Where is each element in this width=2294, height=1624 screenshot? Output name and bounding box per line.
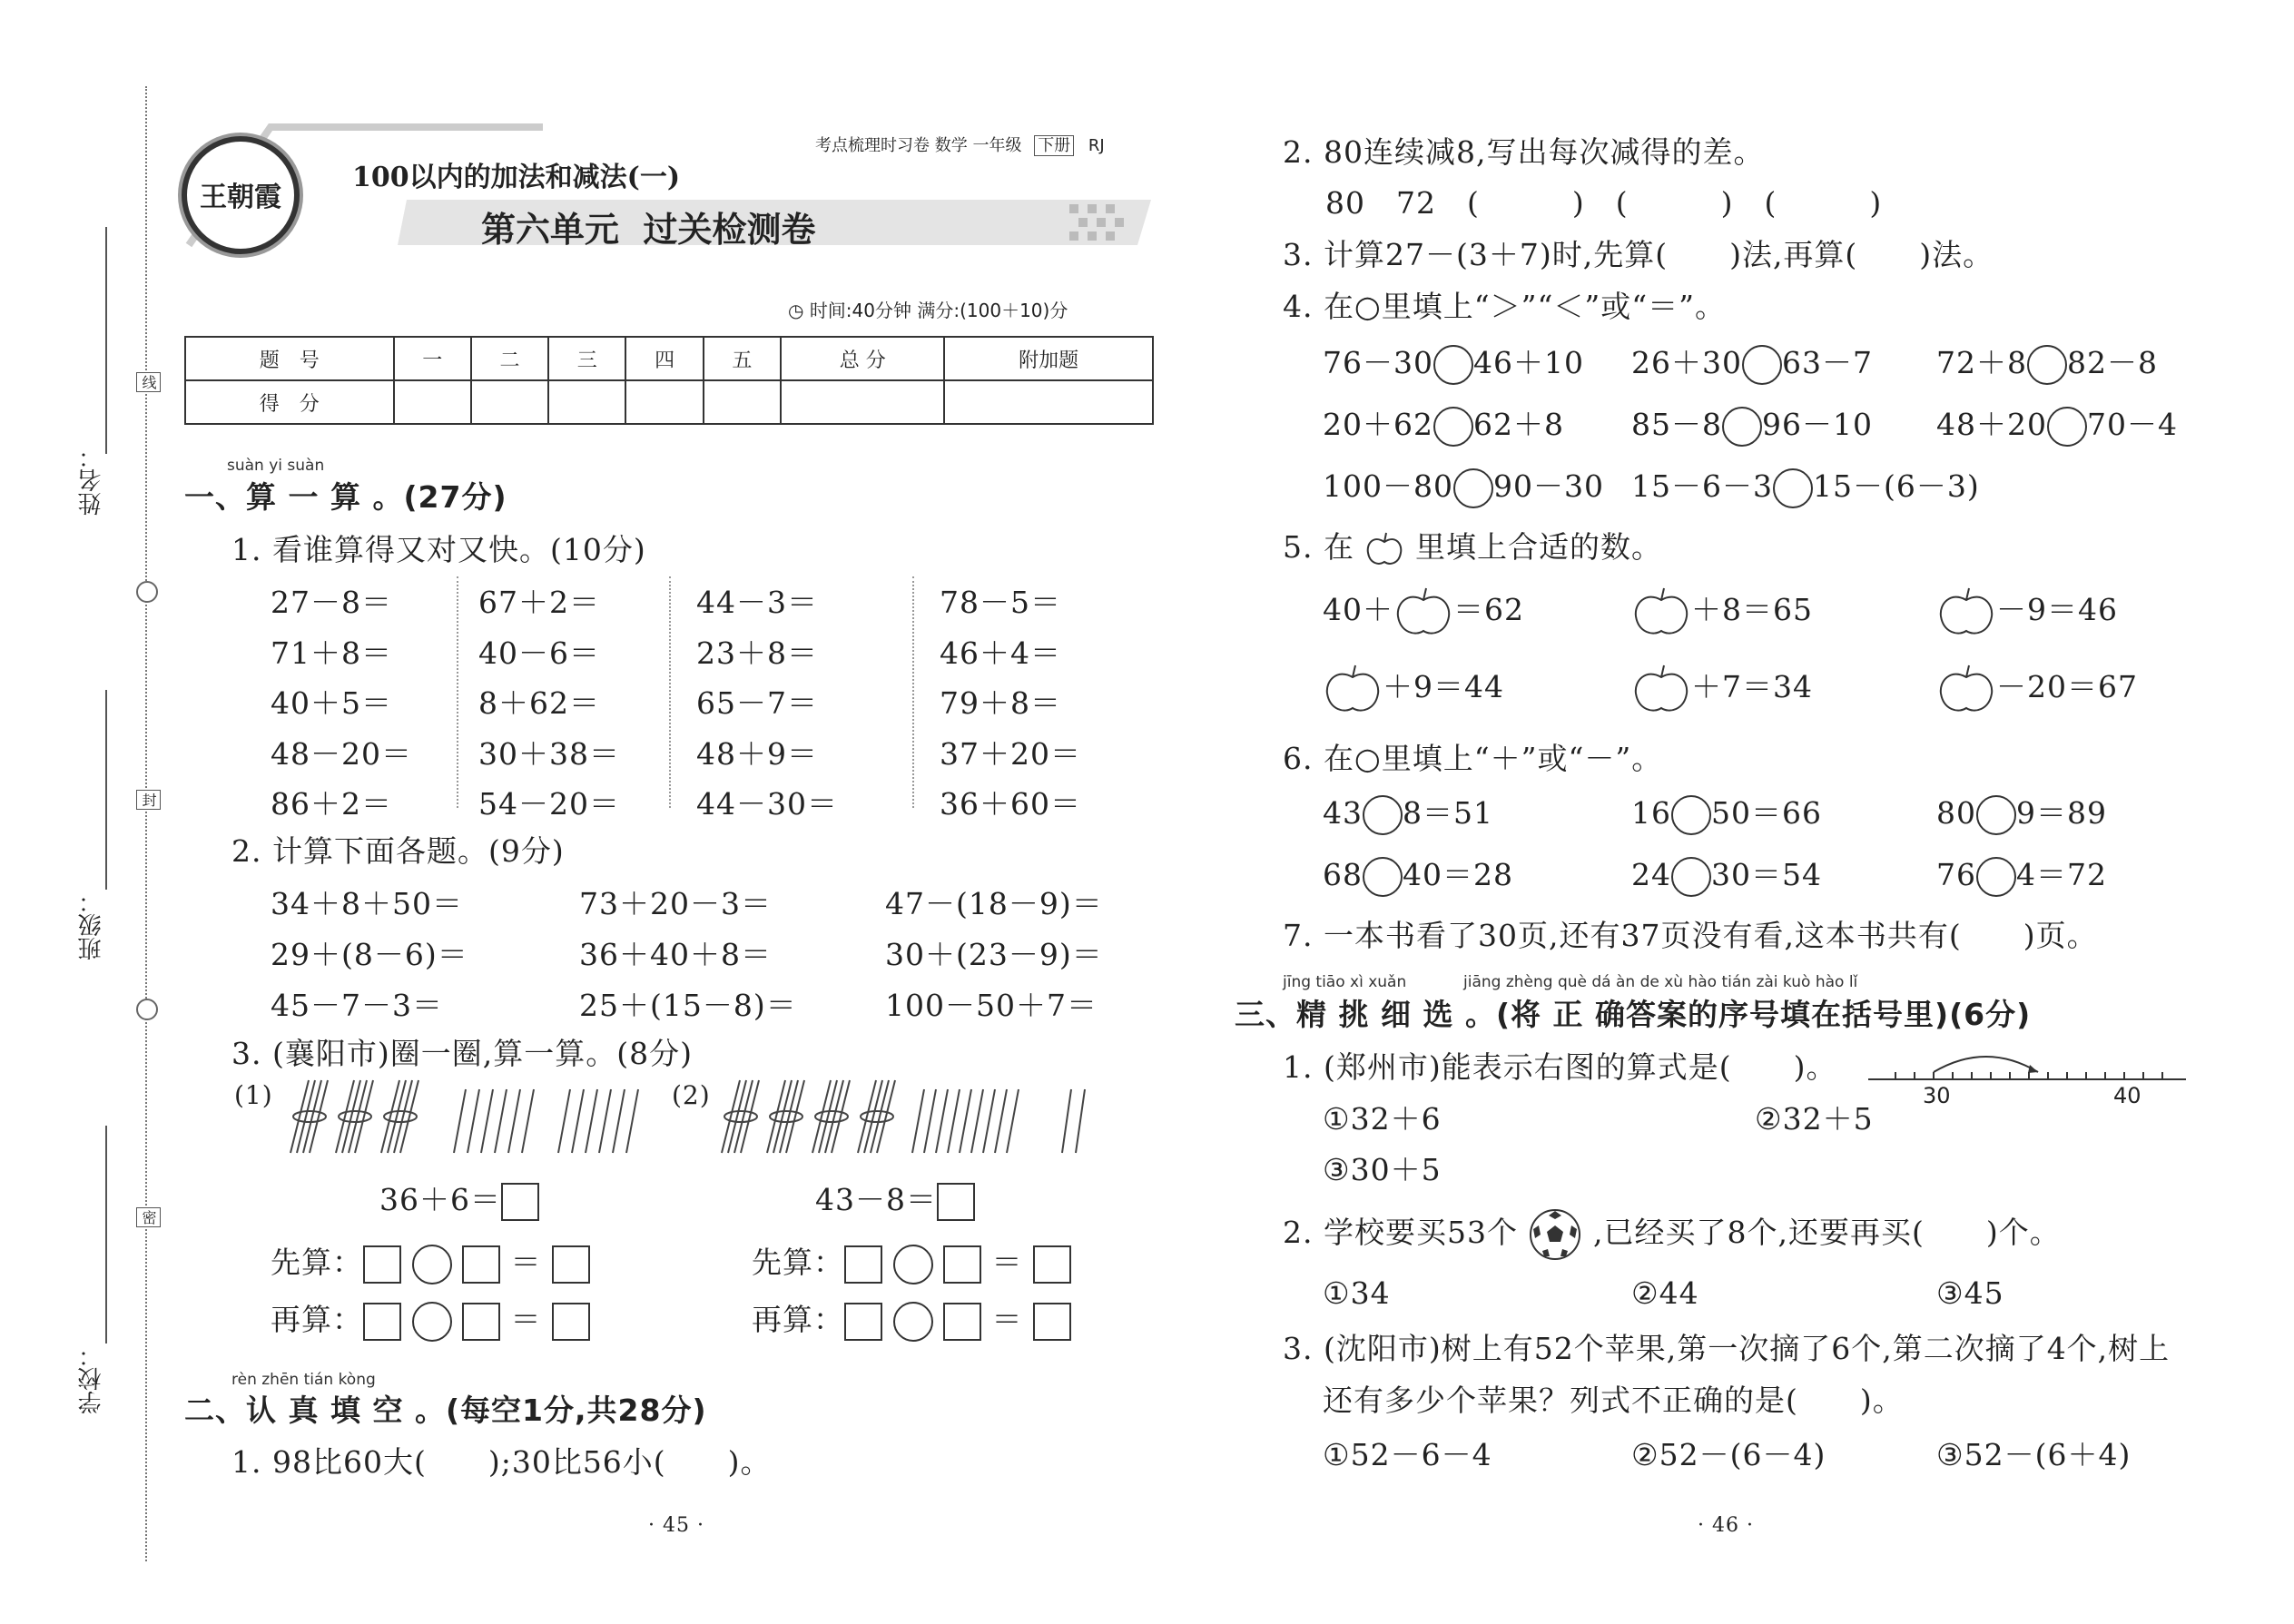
sign-circle[interactable] (1363, 857, 1403, 897)
score-header: 三 (548, 337, 625, 380)
operator-circle[interactable] (412, 1245, 452, 1284)
q3-a-first-step (271, 1239, 590, 1284)
q1-item: 71＋8＝ (271, 635, 392, 671)
q1-item: 36＋60＝ (940, 786, 1081, 822)
binding-dotted-line (145, 86, 147, 1561)
sec2-q5 (1283, 524, 1662, 567)
compare-right: 63－7 (1781, 345, 1873, 380)
q2-item: 34＋8＋50＝ (271, 886, 463, 921)
q3-option[interactable]: ①52－6－4 (1323, 1437, 1492, 1472)
clock-icon: ◷ (788, 300, 810, 321)
first-label: 先算： (752, 1245, 844, 1280)
sign-left: 76 (1936, 857, 1976, 892)
score-table (184, 336, 1154, 425)
compare-right: 96－10 (1762, 407, 1873, 442)
subtitle: 100以内的加法和减法(一) (352, 162, 681, 193)
sign-left: 24 (1631, 857, 1671, 892)
apple-eq (1631, 663, 1813, 715)
q3-option[interactable]: ②52－(6－4) (1631, 1437, 1826, 1472)
sec3-q3-line1: 3. (沈阳市)树上有52个苹果,第一次摘了6个,第二次摘了4个,树上 (1283, 1331, 2171, 1366)
sign-item (1323, 790, 1493, 835)
answer-box[interactable] (552, 1245, 590, 1284)
equals-sign: ＝ (991, 1245, 1023, 1280)
compare-item (1936, 340, 2158, 385)
q1-item: 54－20＝ (478, 786, 620, 822)
sign-item (1631, 851, 1822, 897)
stick-bundle (858, 1080, 895, 1153)
q2-option[interactable]: ③45 (1936, 1275, 2004, 1311)
q2-item: 47－(18－9)＝ (885, 886, 1103, 921)
score-header: 总 分 (781, 337, 944, 380)
compare-circle[interactable] (1773, 468, 1813, 508)
sign-circle[interactable] (1976, 795, 2016, 835)
sign-circle[interactable] (1671, 857, 1711, 897)
apple-eq-right: ＋7＝34 (1691, 669, 1813, 704)
publisher-line (815, 133, 1105, 156)
apple-answer-icon[interactable] (1936, 586, 1996, 638)
sec1-heading: 一、算 一 算 。(27分) (184, 479, 507, 515)
sign-circle[interactable] (1363, 795, 1403, 835)
compare-circle[interactable] (2047, 407, 2087, 447)
q3-b-label: (2) (672, 1080, 711, 1110)
sign-right: 50＝66 (1711, 795, 1822, 831)
sec2-q2-sequence: 80 72 ( ) ( ) ( ) (1325, 185, 1883, 221)
apple-answer-icon[interactable] (1936, 663, 1996, 715)
q1-item: 44－3＝ (696, 585, 818, 620)
time-info-text: 时间:40分钟 满分:(100＋10)分 (809, 300, 1068, 321)
compare-circle[interactable] (1433, 345, 1473, 385)
stick-bundle (290, 1080, 328, 1153)
compare-circle[interactable] (1722, 407, 1762, 447)
compare-left: 76－30 (1323, 345, 1433, 380)
answer-box[interactable] (1033, 1303, 1071, 1341)
q1-item: 23＋8＝ (696, 635, 818, 671)
score-cell[interactable] (394, 380, 471, 424)
sign-right: 9＝89 (2016, 795, 2107, 831)
score-cell[interactable] (781, 380, 944, 424)
q2-col (271, 879, 468, 1031)
sign-item (1631, 790, 1822, 835)
q2-item: 29＋(8－6)＝ (271, 937, 468, 972)
q1-option[interactable]: ③30＋5 (1323, 1152, 1442, 1187)
numline-label: 30 (1923, 1083, 1951, 1108)
q1-item: 79＋8＝ (940, 685, 1061, 721)
answer-box[interactable] (844, 1303, 882, 1341)
compare-left: 85－8 (1631, 407, 1722, 442)
q2-item: 36＋40＋8＝ (579, 937, 772, 972)
soccer-ball-icon (1528, 1207, 1582, 1262)
compare-circle[interactable] (1742, 345, 1782, 385)
apple-eq-right: ＋9＝44 (1383, 669, 1504, 704)
compare-item (1631, 340, 1873, 385)
sec2-q7: 7. 一本书看了30页,还有37页没有看,这本书共有( )页。 (1283, 918, 2098, 953)
sec2-q3: 3. 计算27－(3＋7)时,先算( )法,再算( )法。 (1283, 237, 1994, 272)
compare-right: 90－30 (1492, 468, 1604, 504)
q1-item: 46＋4＝ (940, 635, 1061, 671)
score-header: 四 (625, 337, 703, 380)
apple-eq (1323, 586, 1524, 638)
answer-box[interactable] (462, 1303, 500, 1341)
score-row-label: 得 分 (185, 380, 394, 424)
then-label: 再算： (271, 1302, 363, 1337)
q1-item: 48＋9＝ (696, 735, 818, 772)
sign-right: 8＝51 (1403, 795, 1493, 831)
column-separator (912, 576, 914, 808)
q1-item: 27－8＝ (271, 585, 392, 620)
sec2-q6: 6. 在○里填上“＋”或“－”。 (1283, 741, 1663, 776)
score-header: 题 号 (185, 337, 394, 380)
compare-circle[interactable] (1433, 407, 1473, 447)
answer-box[interactable] (943, 1245, 981, 1284)
binding-mark: 封 (136, 790, 161, 810)
sign-item (1323, 851, 1513, 897)
q2-post: ,已经买了8个,还要再买( )个。 (1592, 1215, 2061, 1250)
operator-circle[interactable] (893, 1302, 933, 1342)
q1-item: 67＋2＝ (478, 585, 600, 620)
equals-sign: ＝ (991, 1302, 1023, 1337)
counting-sticks-illustration (277, 1076, 667, 1157)
score-header: 二 (471, 337, 548, 380)
q1-item: 86＋2＝ (271, 786, 392, 822)
q2-item: 45－7－3＝ (271, 988, 443, 1023)
q1-item: 65－7＝ (696, 685, 818, 721)
apple-eq (1936, 663, 2138, 715)
compare-item (1323, 463, 1604, 508)
binding-dot (136, 999, 158, 1020)
q1-item: 37＋20＝ (940, 735, 1081, 772)
apple-answer-icon[interactable] (1323, 663, 1383, 715)
q3-a-label: (1) (234, 1080, 273, 1110)
q2-option[interactable]: ①34 (1323, 1275, 1391, 1311)
binding-mark: 线 (136, 372, 161, 392)
publisher-text: 考点梳理时习卷 数学 一年级 (815, 136, 1022, 155)
apple-eq-left: 40＋ (1323, 592, 1393, 627)
operator-circle[interactable] (893, 1245, 933, 1284)
sec3-q1: 1. (郑州市)能表示右图的算式是( )。 (1283, 1049, 1837, 1085)
answer-box[interactable] (844, 1245, 882, 1284)
q5-post: 里填上合适的数。 (1414, 529, 1662, 565)
score-cell[interactable] (704, 380, 781, 424)
sign-right: 40＝28 (1403, 857, 1513, 892)
compare-item (1631, 401, 1873, 447)
q2-item: 100－50＋7＝ (885, 988, 1098, 1023)
compare-right: 62＋8 (1472, 407, 1564, 442)
sign-left: 16 (1631, 795, 1671, 831)
q3-b-equation (815, 1176, 975, 1221)
operator-circle[interactable] (412, 1302, 452, 1342)
q1-item: 78－5＝ (940, 585, 1061, 620)
compare-right: 82－8 (2067, 345, 2158, 380)
stick-bundle (812, 1080, 850, 1153)
q3-option[interactable]: ③52－(6＋4) (1936, 1437, 2132, 1472)
sec3-q2 (1283, 1207, 2061, 1262)
class-label: 班级： (78, 890, 105, 960)
logo-text: 王朝霞 (200, 182, 281, 213)
equals-sign: ＝ (510, 1302, 542, 1337)
equals-sign: ＝ (510, 1245, 542, 1280)
q2-item: 30＋(23－9)＝ (885, 937, 1103, 972)
answer-box[interactable] (462, 1245, 500, 1284)
school-label: 学校： (78, 1343, 105, 1414)
q3-b-then-step (752, 1296, 1071, 1342)
compare-left: 15－6－3 (1631, 468, 1773, 504)
sign-item (1936, 790, 2107, 835)
edition-text: RJ (1088, 136, 1105, 155)
stick-bundle (722, 1080, 759, 1153)
time-info (788, 296, 1068, 322)
q1-option[interactable]: ①32＋6 (1323, 1101, 1442, 1137)
number-line-figure (1868, 1048, 2191, 1112)
q2-item: 73＋20－3＝ (579, 886, 772, 921)
compare-left: 100－80 (1323, 468, 1453, 504)
q2-item: 25＋(15－8)＝ (579, 988, 797, 1023)
numline-label: 40 (2113, 1083, 2141, 1108)
sec2-q2: 2. 80连续减8,写出每次减得的差。 (1283, 134, 1765, 170)
compare-item (1936, 401, 2178, 447)
compare-left: 26＋30 (1631, 345, 1742, 380)
score-header: 五 (704, 337, 781, 380)
compare-item (1631, 463, 1980, 508)
score-header: 一 (394, 337, 471, 380)
sec3-q3-line2: 还有多少个苹果？列式不正确的是( )。 (1323, 1383, 1904, 1418)
score-cell[interactable] (944, 380, 1153, 424)
compare-left: 48＋20 (1936, 407, 2047, 442)
q1-col (940, 577, 1081, 830)
sign-circle[interactable] (1976, 857, 2016, 897)
score-cell[interactable] (471, 380, 548, 424)
sec3-heading: 三、精 挑 细 选 。(将 正 确答案的序号填在括号里)(6分) (1235, 997, 2032, 1032)
name-label: 姓名： (78, 445, 105, 516)
sec1-q3: 3. (襄阳市)圈一圈,算一算。(8分) (231, 1036, 693, 1071)
compare-item (1323, 401, 1564, 447)
sec3-pinyin-2: jiāng zhèng què dá àn de xù hào tián zài kuò hào lǐ (1463, 973, 1858, 991)
sec2-heading: 二、认 真 填 空 。(每空1分,共28分) (184, 1393, 707, 1428)
sign-left: 80 (1936, 795, 1976, 831)
sec1-pinyin: suàn yi suàn (227, 457, 325, 475)
sec2-pinyin: rèn zhēn tián kòng (231, 1371, 376, 1389)
answer-box[interactable] (1033, 1245, 1071, 1284)
q2-option[interactable]: ②44 (1631, 1275, 1699, 1311)
apple-answer-icon[interactable] (1631, 663, 1691, 715)
sign-right: 30＝54 (1711, 857, 1822, 892)
q3-a-then-step (271, 1296, 590, 1342)
stick-bundle (767, 1080, 804, 1153)
apple-eq (1323, 663, 1504, 715)
answer-box[interactable] (552, 1303, 590, 1341)
q1-item: 44－30＝ (696, 786, 838, 822)
sign-left: 43 (1323, 795, 1363, 831)
q3-b-eq-text: 43－8＝ (815, 1182, 937, 1217)
compare-circle[interactable] (1453, 468, 1493, 508)
compare-left: 20＋62 (1323, 407, 1433, 442)
sec1-q1: 1. 看谁算得又对又快。(10分) (231, 532, 646, 567)
sec2-q4: 4. 在○里填上“＞”“＜”或“＝”。 (1283, 289, 1726, 324)
answer-box[interactable] (937, 1183, 975, 1221)
compare-right: 46＋10 (1472, 345, 1584, 380)
class-line (105, 690, 107, 890)
volume-badge: 下册 (1034, 135, 1074, 156)
answer-box[interactable] (363, 1303, 401, 1341)
sign-item (1936, 851, 2107, 897)
stick-bundle (381, 1080, 418, 1153)
score-cell[interactable] (548, 380, 625, 424)
sec3-pinyin-1: jīng tiāo xì xuǎn (1283, 973, 1407, 991)
logo (182, 136, 300, 254)
q5-pre: 5. 在 (1283, 529, 1354, 565)
compare-right: 70－4 (2086, 407, 2178, 442)
page-number-left: · 45 · (648, 1514, 704, 1537)
q1-item: 40－6＝ (478, 635, 600, 671)
binding-mark: 密 (136, 1207, 161, 1227)
q2-pre: 2. 学校要买53个 (1283, 1215, 1518, 1250)
apple-icon (1364, 531, 1404, 567)
apple-eq-right: ＝62 (1453, 592, 1524, 627)
q1-item: 48－20＝ (271, 735, 412, 772)
apple-eq-right: －9＝46 (1996, 592, 2118, 627)
apple-eq (1631, 586, 1813, 638)
score-cell[interactable] (625, 380, 703, 424)
q1-col (271, 577, 412, 830)
q3-a-eq-text: 36＋6＝ (379, 1182, 501, 1217)
score-header: 附加题 (944, 337, 1153, 380)
compare-left: 72＋8 (1936, 345, 2027, 380)
q1-col (696, 577, 838, 830)
q3-a-equation (379, 1176, 539, 1221)
binding-dot (136, 581, 158, 603)
sign-circle[interactable] (1671, 795, 1711, 835)
first-label: 先算： (271, 1245, 363, 1280)
compare-circle[interactable] (2027, 345, 2067, 385)
compare-right: 15－(6－3) (1812, 468, 1980, 504)
apple-answer-icon[interactable] (1393, 586, 1453, 638)
q2-col (885, 879, 1103, 1031)
page-title: 第六单元 过关检测卷 (481, 210, 816, 250)
q3-b-first-step (752, 1239, 1071, 1284)
sec2-q1: 1. 98比60大( );30比56小( )。 (231, 1444, 772, 1480)
apple-eq-right: ＋8＝65 (1691, 592, 1813, 627)
name-line (105, 227, 107, 454)
counting-sticks-illustration (717, 1076, 1098, 1157)
answer-box[interactable] (363, 1245, 401, 1284)
q1-item: 30＋38＝ (478, 735, 620, 772)
stick-bundle (336, 1080, 373, 1153)
sign-left: 68 (1323, 857, 1363, 892)
column-separator (457, 576, 458, 808)
sign-right: 4＝72 (2016, 857, 2107, 892)
answer-box[interactable] (943, 1303, 981, 1341)
answer-box[interactable] (501, 1183, 539, 1221)
sec1-q2: 2. 计算下面各题。(9分) (231, 833, 565, 869)
compare-item (1323, 340, 1584, 385)
apple-eq (1936, 586, 2118, 638)
q1-col (478, 577, 620, 830)
q1-item: 40＋5＝ (271, 685, 392, 721)
then-label: 再算： (752, 1302, 844, 1337)
q1-option[interactable]: ②32＋5 (1755, 1101, 1874, 1137)
q1-item: 8＋62＝ (478, 685, 600, 721)
apple-answer-icon[interactable] (1631, 586, 1691, 638)
q2-col (579, 879, 797, 1031)
apple-eq-right: －20＝67 (1996, 669, 2138, 704)
column-separator (669, 576, 671, 808)
school-line (105, 1126, 107, 1343)
page-number-right: · 46 · (1698, 1514, 1754, 1537)
